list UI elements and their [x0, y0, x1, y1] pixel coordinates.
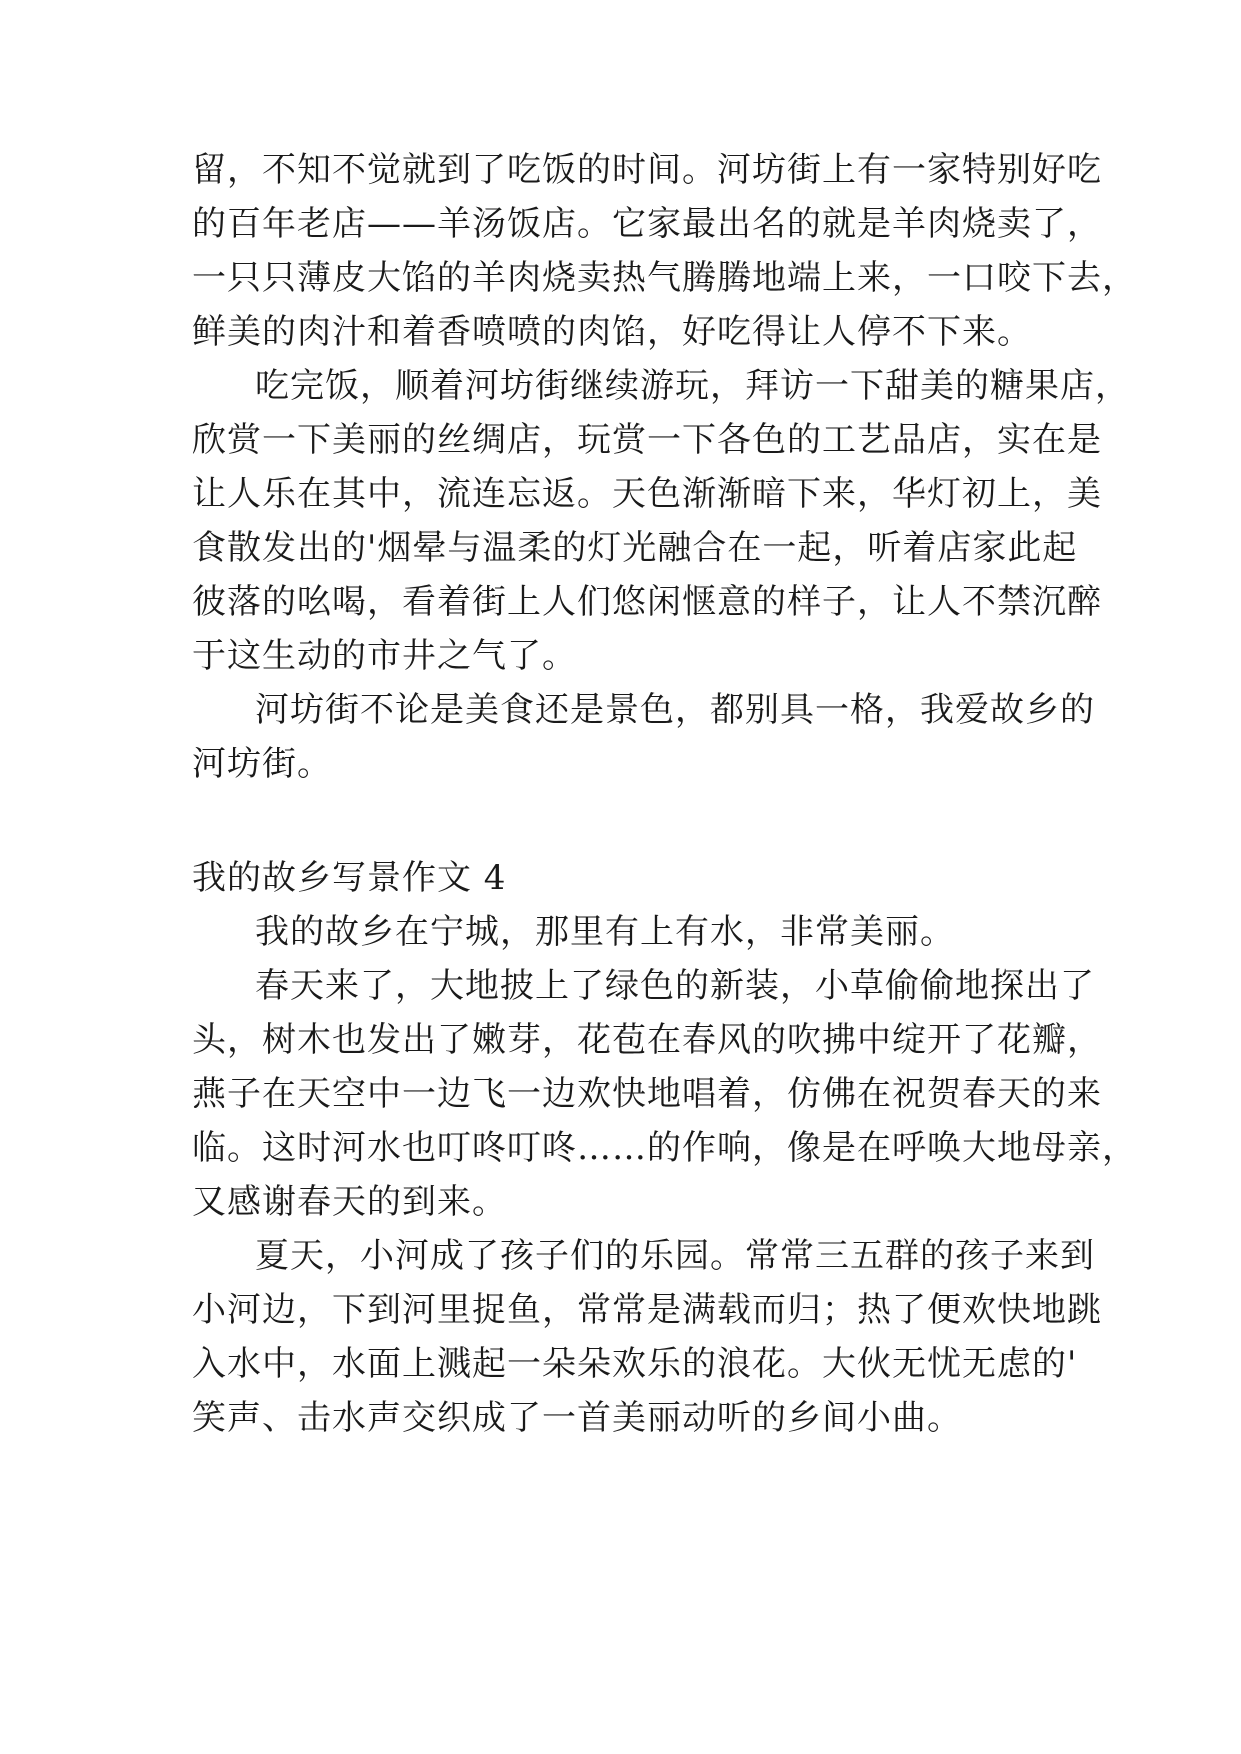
section-title: 我的故乡写景作文 4: [192, 858, 507, 898]
paragraph-6-line-2: 小河边，下到河里捉鱼，常常是满载而归；热了便欢快地跳: [192, 1290, 1102, 1330]
paragraph-5-line-3: 燕子在天空中一边飞一边欢快地唱着，仿佛在祝贺春天的来: [192, 1074, 1102, 1114]
paragraph-5-line-2: 头，树木也发出了嫩芽，花苞在春风的吹拂中绽开了花瓣，: [192, 1020, 1102, 1060]
paragraph-6-line-4: 笑声、击水声交织成了一首美丽动听的乡间小曲。: [192, 1398, 962, 1438]
paragraph-2-line-4: 食散发出的'烟晕与温柔的灯光融合在一起，听着店家此起: [192, 528, 1078, 568]
paragraph-2-line-1: 吃完饭，顺着河坊街继续游玩，拜访一下甜美的糖果店，: [255, 366, 1130, 406]
paragraph-3-line-1: 河坊街不论是美食还是景色，都别具一格，我爱故乡的: [255, 690, 1095, 730]
paragraph-5-line-1: 春天来了，大地披上了绿色的新装，小草偷偷地探出了: [255, 966, 1095, 1006]
paragraph-1-line-4: 鲜美的肉汁和着香喷喷的肉馅，好吃得让人停不下来。: [192, 312, 1032, 352]
paragraph-1-line-1: 留，不知不觉就到了吃饭的时间。河坊街上有一家特别好吃: [192, 150, 1102, 190]
paragraph-1-line-3: 一只只薄皮大馅的羊肉烧卖热气腾腾地端上来，一口咬下去，: [192, 258, 1137, 298]
paragraph-2-line-6: 于这生动的市井之气了。: [192, 636, 577, 676]
paragraph-2-line-5: 彼落的吆喝，看着街上人们悠闲惬意的样子，让人不禁沉醉: [192, 582, 1102, 622]
paragraph-4-line-1: 我的故乡在宁城，那里有上有水，非常美丽。: [255, 912, 955, 952]
paragraph-2-line-3: 让人乐在其中，流连忘返。天色渐渐暗下来，华灯初上，美: [192, 474, 1102, 514]
paragraph-6-line-1: 夏天，小河成了孩子们的乐园。常常三五群的孩子来到: [255, 1236, 1095, 1276]
paragraph-6-line-3: 入水中，水面上溅起一朵朵欢乐的浪花。大伙无忧无虑的': [192, 1344, 1078, 1384]
paragraph-3-line-2: 河坊街。: [192, 744, 332, 784]
paragraph-5-line-5: 又感谢春天的到来。: [192, 1182, 507, 1222]
paragraph-5-line-4: 临。这时河水也叮咚叮咚……的作响，像是在呼唤大地母亲，: [192, 1128, 1137, 1168]
paragraph-2-line-2: 欣赏一下美丽的丝绸店，玩赏一下各色的工艺品店，实在是: [192, 420, 1102, 460]
paragraph-1-line-2: 的百年老店——羊汤饭店。它家最出名的就是羊肉烧卖了，: [192, 204, 1102, 244]
